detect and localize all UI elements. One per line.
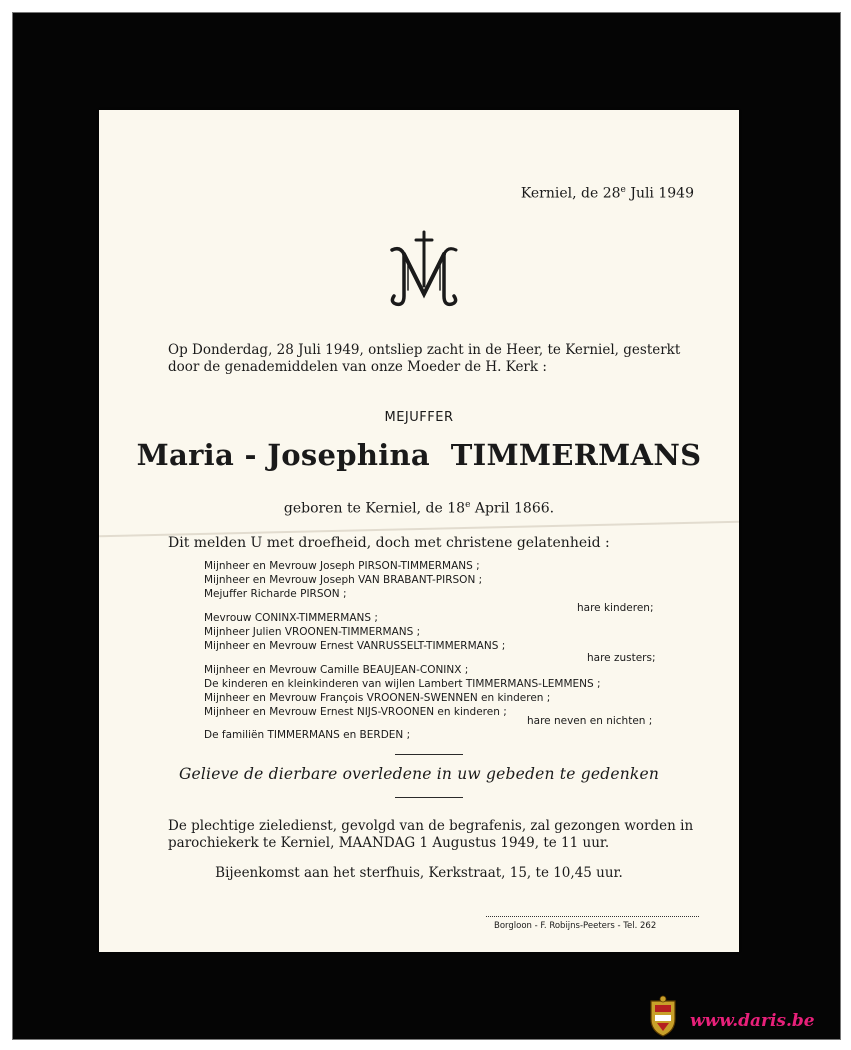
honorific: MEJUFFER (384, 410, 454, 425)
birth-line (99, 500, 739, 517)
family-line: De kinderen en kleinkinderen van wijlen Lambert TIMMERMANS-LEMMENS ; (204, 678, 601, 690)
service-line-1: De plechtige zieledienst, gevolgd van de begrafenis, zal gezongen worden in (168, 818, 694, 834)
relation-children: hare kinderen; (577, 602, 654, 614)
deceased-name: Maria - Josephina TIMMERMANS (136, 438, 702, 472)
separator (395, 754, 463, 755)
printer-divider (486, 916, 699, 917)
printer-credit: Borgloon - F. Robijns-Peeters - Tel. 262 (494, 921, 657, 931)
coat-of-arms-icon (648, 995, 678, 1037)
watermark-site: www.daris.be (690, 1011, 815, 1031)
gathering-info: Bijeenkomst aan het sterfhuis, Kerkstraat, 15, te 10,45 uur. (215, 865, 623, 881)
family-line: Mijnheer en Mevrouw François VROONEN-SWENNEN en kinderen ; (204, 692, 551, 704)
family-line: Mijnheer en Mevrouw Joseph PIRSON-TIMMERMANS ; (204, 560, 480, 572)
birth-rest: April 1866. (470, 500, 555, 517)
family-line: De familiën TIMMERMANS en BERDEN ; (204, 729, 411, 741)
prayer-request: Gelieve de dierbare overledene in uw gebeden te gedenken (178, 765, 660, 783)
birth-sup: e (465, 500, 471, 510)
relation-cousins: hare neven en nichten ; (527, 715, 653, 727)
relation-sisters: hare zusters; (587, 652, 656, 664)
family-line: Mijnheer en Mevrouw Ernest NIJS-VROONEN en kinderen ; (204, 706, 507, 718)
family-line: Mijnheer en Mevrouw Ernest VANRUSSELT-TIMMERMANS ; (204, 640, 506, 652)
date-place: Kerniel, de 28 (520, 185, 621, 202)
birth-pre: geboren te Kerniel, de 18 (283, 500, 466, 517)
family-line: Mijnheer en Mevrouw Joseph VAN BRABANT-PIRSON ; (204, 574, 483, 586)
date-sup: e (620, 185, 626, 195)
separator (395, 797, 463, 798)
cross-monogram-icon (384, 230, 464, 310)
intro-line-1: Op Donderdag, 28 Juli 1949, ontsliep zacht in de Heer, te Kerniel, gesterkt (168, 342, 681, 358)
family-line: Mijnheer Julien VROONEN-TIMMERMANS ; (204, 626, 421, 638)
date-rest: Juli 1949 (625, 185, 694, 202)
family-line: Mijnheer en Mevrouw Camille BEAUJEAN-CONINX ; (204, 664, 469, 676)
intro-text (168, 342, 680, 376)
intro-line-2: door de genademiddelen van onze Moeder de H. Kerk : (168, 359, 547, 375)
family-line: Mejuffer Richarde PIRSON ; (204, 588, 347, 600)
announcement: Dit melden U met droefheid, doch met christene gelatenheid : (168, 535, 610, 551)
funeral-service (168, 818, 693, 852)
date-line (521, 185, 694, 202)
family-line: Mevrouw CONINX-TIMMERMANS ; (204, 612, 378, 624)
mourning-card (99, 110, 739, 952)
service-line-2: parochiekerk te Kerniel, MAANDAG 1 Augustus 1949, te 11 uur. (168, 835, 610, 851)
